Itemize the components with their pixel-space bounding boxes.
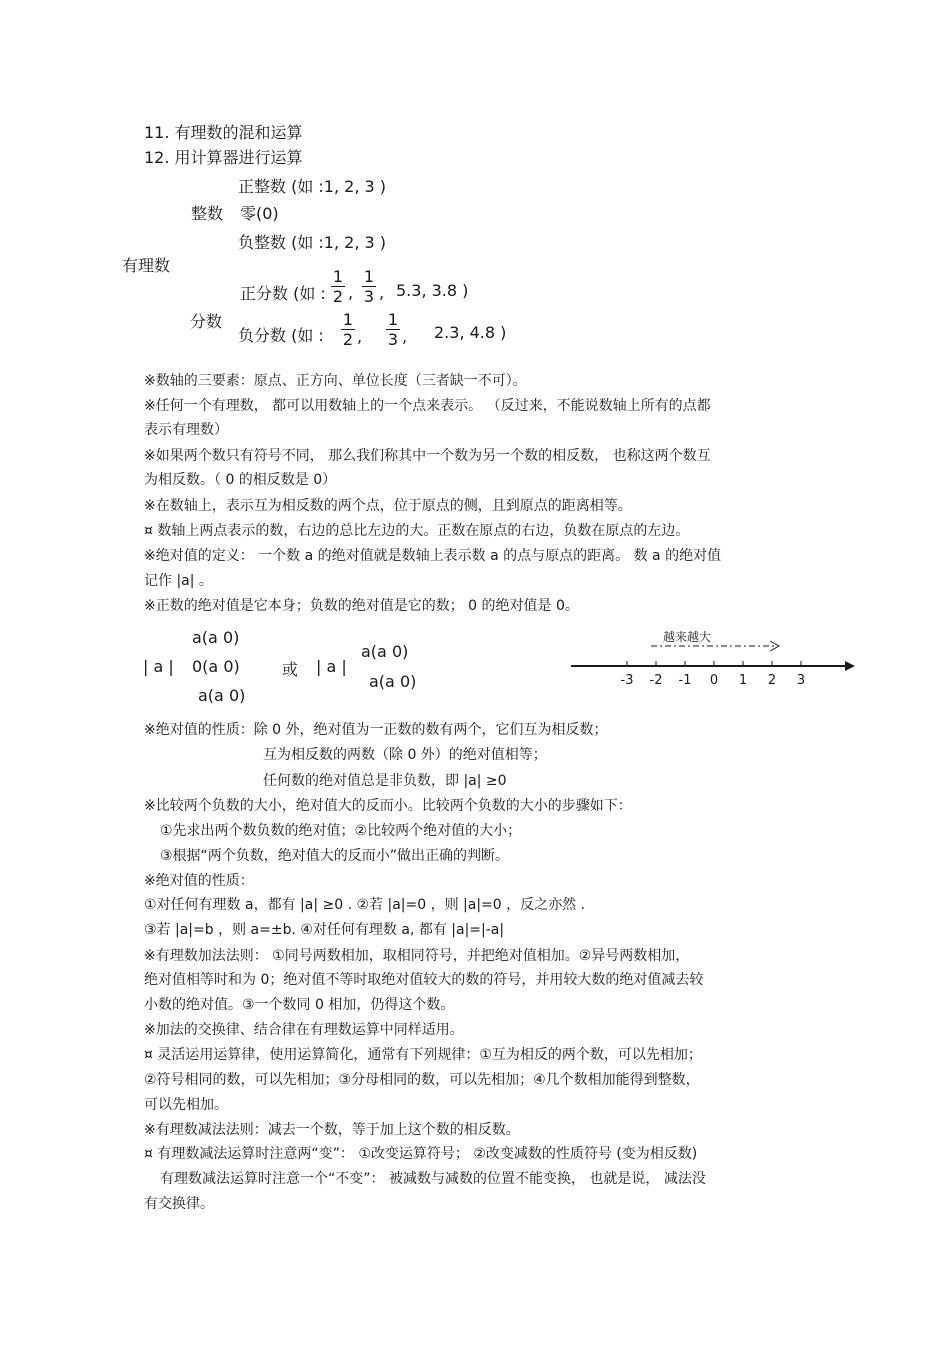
formula-case-1: a(a 0) (192, 628, 240, 647)
integer-label: 整数 (191, 204, 224, 223)
fraction-half (331, 268, 345, 305)
paragraph: 绝对值相等时和为 0；绝对值不等时取绝对值较大的数的符号，并用较大数的绝对值减去较 (144, 972, 704, 988)
fraction-third (386, 311, 400, 348)
tick-label: 3 (796, 673, 806, 688)
formula-case-2: 0(a 0) (192, 657, 240, 676)
paragraph: ※正数的绝对值是它本身；负数的绝对值是它的数； 0 的绝对值是 0。 (144, 598, 579, 614)
fraction-denominator: 3 (387, 330, 399, 349)
tick-label: -2 (649, 673, 663, 688)
formula-abs-a-2: | a | (316, 657, 347, 676)
paragraph: ③若 |a|=b ，则 a=±b. ④对任何有理数 a, 都有 |a|=|-a| (144, 922, 505, 938)
formula-alt-case-2: a(a 0) (369, 672, 417, 691)
fraction-numerator: 1 (332, 267, 344, 286)
paragraph: 有理数减法运算时注意一个“不变”： 被减数与减数的位置不能变换， 也就是说， 减法没 (160, 1171, 706, 1187)
paragraph: ¤ 数轴上两点表示的数，右边的总比左边的大。正数在原点的右边，负数在原点的左边。 (144, 523, 690, 539)
paragraph: 为相反数。（ 0 的相反数是 0） (144, 472, 337, 488)
fraction-label: 分数 (190, 312, 223, 331)
fraction-denominator: 2 (342, 330, 354, 349)
tick-label: -1 (678, 673, 692, 688)
paragraph: 表示有理数） (144, 422, 228, 438)
paragraph: ※比较两个负数的大小，绝对值大的反而小。比较两个负数的大小的步骤如下： (144, 798, 632, 814)
paragraph: ※如果两个数只有符号不同， 那么我们称其中一个数为另一个数的相反数， 也称这两个数互 (144, 448, 711, 464)
paragraph: ¤ 灵活运用运算律，使用运算简化，通常有下列规律：①互为相反的两个数，可以先相加； (144, 1047, 702, 1063)
axis-arrow-icon (845, 661, 855, 671)
comma: , (402, 327, 408, 346)
number-line (565, 628, 860, 693)
fraction-half (341, 311, 355, 348)
zero-line: 零(0) (240, 204, 279, 223)
paragraph: ①对任何有理数 a，都有 |a| ≥0 . ②若 |a|=0 ，则 |a|=0 ，反之亦然 . (144, 897, 586, 913)
paragraph: ※绝对值的性质：除 0 外，绝对值为一正数的数有两个，它们互为相反数； (144, 722, 608, 738)
comma: , (379, 283, 385, 302)
paragraph: ②符号相同的数，可以先相加；③分母相同的数，可以先相加；④几个数相加能得到整数， (144, 1072, 700, 1088)
paragraph: ③根据“两个负数，绝对值大的反而小”做出正确的判断。 (160, 848, 510, 864)
fraction-numerator: 1 (387, 310, 399, 329)
negative-fraction-tail: 2.3, 4.8 ) (434, 323, 507, 342)
comma: , (348, 283, 354, 302)
positive-fraction-tail: 5.3, 3.8 ) (396, 281, 469, 300)
paragraph: 可以先相加。 (144, 1097, 228, 1113)
fraction-numerator: 1 (342, 310, 354, 329)
tick-label: 1 (738, 673, 748, 688)
fraction-denominator: 2 (332, 287, 344, 306)
paragraph: ※任何一个有理数， 都可以用数轴上的一个点来表示。 （反过来，不能说数轴上所有的点都 (144, 398, 711, 414)
paragraph: ※在数轴上，表示互为相反数的两个点，位于原点的侧，且到原点的距离相等。 (144, 498, 632, 514)
fraction-numerator: 1 (363, 267, 375, 286)
paragraph: 有交换律。 (144, 1196, 214, 1212)
negative-fraction-label: 负分数 (如 : (238, 326, 324, 345)
formula-alt-case-1: a(a 0) (361, 642, 409, 661)
comma: , (357, 327, 363, 346)
tick-label: 2 (767, 673, 777, 688)
negative-integer-line: 负整数 (如 :1, 2, 3 ) (238, 233, 387, 252)
heading-12: 12. 用计算器进行运算 (144, 148, 303, 167)
paragraph: 记作 |a| 。 (144, 573, 213, 589)
fraction-denominator: 3 (363, 287, 375, 306)
positive-fraction-label: 正分数 (如 : (240, 284, 326, 303)
fraction-third (362, 268, 376, 305)
formula-or: 或 (282, 660, 299, 679)
paragraph: 互为相反数的两数（除 0 外）的绝对值相等； (263, 747, 547, 763)
paragraph: ¤ 有理数减法运算时注意两“变”： ①改变运算符号； ②改变减数的性质符号 (变为相反数) (144, 1146, 698, 1162)
direction-arrow-icon (770, 641, 779, 651)
heading-11: 11. 有理数的混和运算 (144, 123, 303, 142)
paragraph: ※绝对值的性质： (144, 873, 254, 889)
paragraph: ※加法的交换律、结合律在有理数运算中同样适用。 (144, 1022, 464, 1038)
paragraph: ①先求出两个数负数的绝对值；②比较两个绝对值的大小； (160, 823, 522, 839)
paragraph: ※数轴的三要素：原点、正方向、单位长度（三者缺一不可）。 (144, 373, 527, 389)
formula-case-3: a(a 0) (198, 686, 246, 705)
paragraph: ※有理数加法法则： ①同号两数相加，取相同符号，并把绝对值相加。②异号两数相加， (144, 948, 690, 964)
positive-integer-line: 正整数 (如 :1, 2, 3 ) (238, 177, 387, 196)
tick-label: -3 (620, 673, 634, 688)
tick-label: 0 (709, 673, 719, 688)
rational-label: 有理数 (122, 256, 171, 275)
paragraph: 任何数的绝对值总是非负数，即 |a| ≥0 (263, 773, 507, 789)
paragraph: ※有理数减法法则：减去一个数，等于加上这个数的相反数。 (144, 1122, 520, 1138)
paragraph: ※绝对值的定义： 一个数 a 的绝对值就是数轴上表示数 a 的点与原点的距离。 数 a 的绝对值 (144, 548, 722, 564)
paragraph: 小数的绝对值。③一个数同 0 相加，仍得这个数。 (144, 997, 455, 1013)
formula-abs-a: | a | (143, 657, 174, 676)
number-line-caption: 越来越大 (662, 630, 712, 644)
